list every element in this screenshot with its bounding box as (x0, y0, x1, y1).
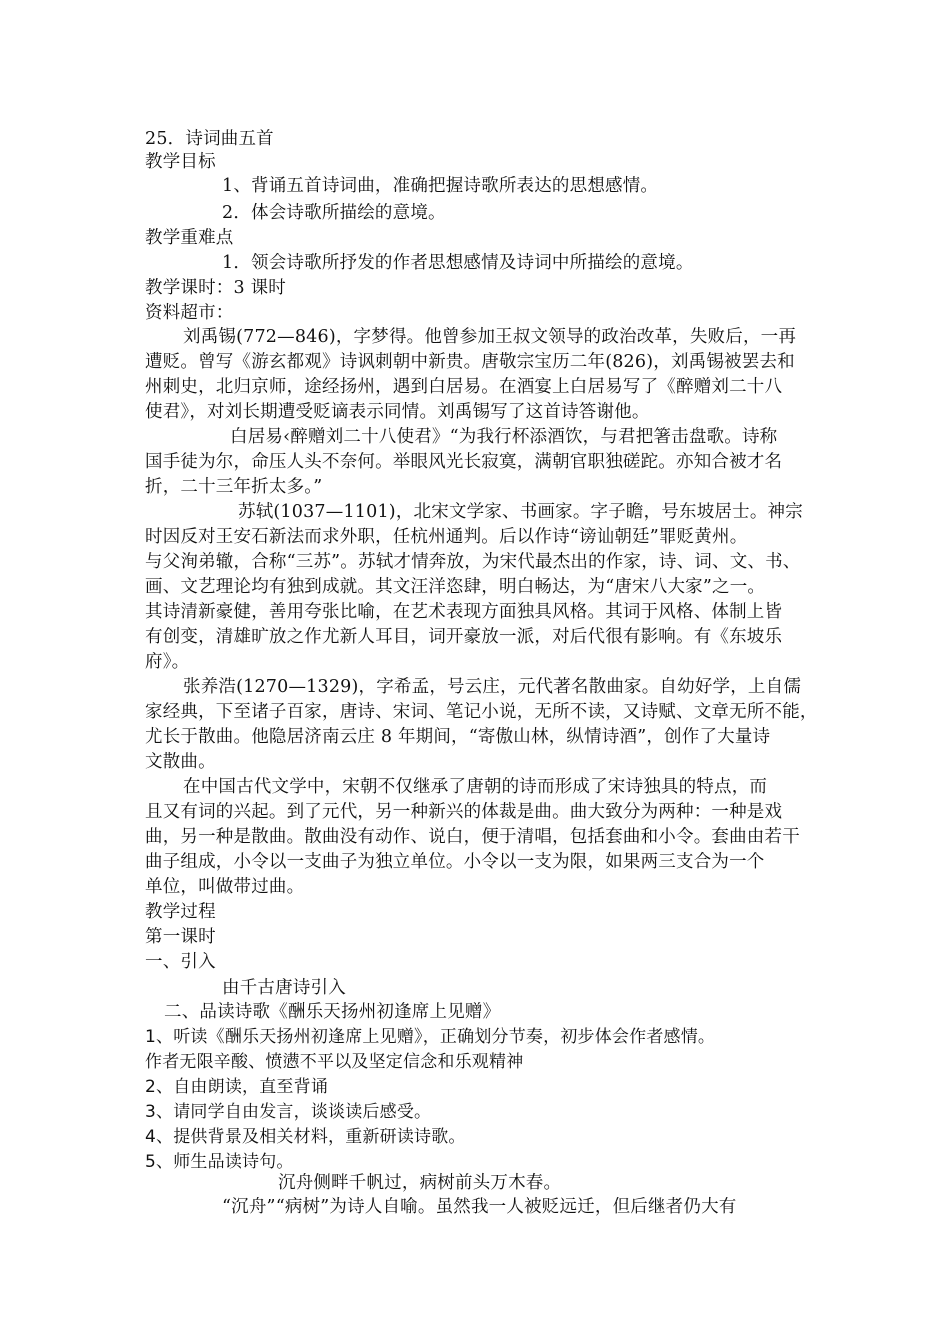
paragraph-line: 国手徒为尔，命压人头不奈何。举眼风光长寂寞，满朝官职独磋跎。亦知合被才名 (145, 452, 783, 472)
objective-item: 2．体会诗歌所描绘的意境。 (222, 203, 446, 223)
section-heading-objectives: 教学目标 (145, 152, 216, 172)
paragraph-line: “沉舟”“病树”为诗人自喻。虽然我一人被贬远迁，但后继者仍大有 (222, 1197, 737, 1217)
poem-quote: 沉舟侧畔千帆过，病树前头万木春。 (278, 1173, 562, 1193)
paragraph-line: 白居易‹醉赠刘二十八使君》“为我行杯添酒饮，与君把箸击盘歌。诗称 (230, 427, 778, 447)
paragraph-line: 单位，叫做带过曲。 (145, 877, 305, 897)
paragraph-line: 苏轼(1037—1101)，北宋文学家、书画家。字子瞻，号东坡居士。神宗 (238, 502, 803, 522)
paragraph-line: 尤长于散曲。他隐居济南云庄 8 年期间，“寄傲山林，纵情诗酒”，创作了大量诗 (145, 727, 771, 747)
paragraph-line: 与父洵弟辙，合称“三苏”。苏轼才情奔放，为宋代最杰出的作家，诗、词、文、书、 (145, 552, 801, 572)
paragraph-line: 刘禹锡(772—846)，字梦得。他曾参加王叔文领导的政治改革，失败后，一再 (183, 327, 797, 347)
paragraph-line: 张养浩(1270—1329)，字希孟，号云庄，元代著名散曲家。自幼好学，上自儒 (183, 677, 802, 697)
paragraph-line: 遭贬。曾写《游玄都观》诗讽刺朝中新贵。唐敬宗宝历二年(826)，刘禹锡被罢去和 (145, 352, 795, 372)
task-item: 4、提供背景及相关材料，重新研读诗歌。 (145, 1127, 466, 1147)
paragraph-line: 曲子组成，小令以一支曲子为独立单位。小令以一支为限，如果两三支合为一个 (145, 852, 765, 872)
task-item: 2、自由朗读，直至背诵 (145, 1077, 329, 1097)
section-heading-process: 教学过程 (145, 902, 216, 922)
paragraph-line: 在中国古代文学中，宋朝不仅继承了唐朝的诗而形成了宋诗独具的特点，而 (183, 777, 768, 797)
section-heading-resources: 资料超市： (145, 303, 234, 323)
task-item: 5、师生品读诗句。 (145, 1152, 294, 1172)
paragraph-line: 有创变，清雄旷放之作尤新人耳目，词开豪放一派，对后代很有影响。有《东坡乐 (145, 627, 783, 647)
paragraph-line: 曲，另一种是散曲。散曲没有动作、说白，便于清唱，包括套曲和小令。套曲由若干 (145, 827, 800, 847)
task-item: 3、请同学自由发言，谈谈读后感受。 (145, 1102, 432, 1122)
lesson-title: 25．诗词曲五首 (145, 129, 274, 149)
paragraph-line: 府》。 (145, 652, 190, 672)
paragraph-line: 时因反对王安石新法而求外职，任杭州通判。后以作诗“谤讪朝廷”罪贬黄州。 (145, 527, 748, 547)
objective-item: 1、背诵五首诗词曲，准确把握诗歌所表达的思想感情。 (222, 176, 659, 196)
task-note: 作者无限辛酸、愤懑不平以及坚定信念和乐观精神 (145, 1052, 524, 1072)
paragraph-line: 其诗清新豪健，善用夸张比喻，在艺术表现方面独具风格。其词于风格、体制上皆 (145, 602, 783, 622)
section-heading-key-points: 教学重难点 (145, 228, 234, 248)
step-detail: 由千古唐诗引入 (222, 978, 346, 998)
paragraph-line: 使君》，对刘长期遭受贬谪表示同情。刘禹锡写了这首诗答谢他。 (145, 402, 650, 422)
class-hours: 教学课时：3 课时 (145, 278, 286, 298)
task-item: 1、听读《酬乐天扬州初逢席上见赠》，正确划分节奏，初步体会作者感情。 (145, 1027, 716, 1047)
paragraph-line: 折，二十三年折太多。” (145, 477, 323, 497)
lesson-period-heading: 第一课时 (145, 927, 216, 947)
paragraph-line: 且又有词的兴起。到了元代，另一种新兴的体裁是曲。曲大致分为两种：一种是戏 (145, 802, 783, 822)
paragraph-line: 家经典，下至诸子百家，唐诗、宋词、笔记小说，无所不读，又诗赋、文章无所不能， (145, 702, 818, 722)
paragraph-line: 文散曲。 (145, 752, 216, 772)
key-point-item: 1．领会诗歌所抒发的作者思想感情及诗词中所描绘的意境。 (222, 253, 694, 273)
paragraph-line: 画、文艺理论均有独到成就。其文汪洋恣肆，明白畅达，为“唐宋八大家”之一。 (145, 577, 766, 597)
step-heading: 一、引入 (145, 952, 216, 972)
step-heading: 二、品读诗歌《酬乐天扬州初逢席上见赠》 (164, 1002, 501, 1022)
paragraph-line: 州刺史，北归京师，途经扬州，遇到白居易。在酒宴上白居易写了《醉赠刘二十八 (145, 377, 783, 397)
